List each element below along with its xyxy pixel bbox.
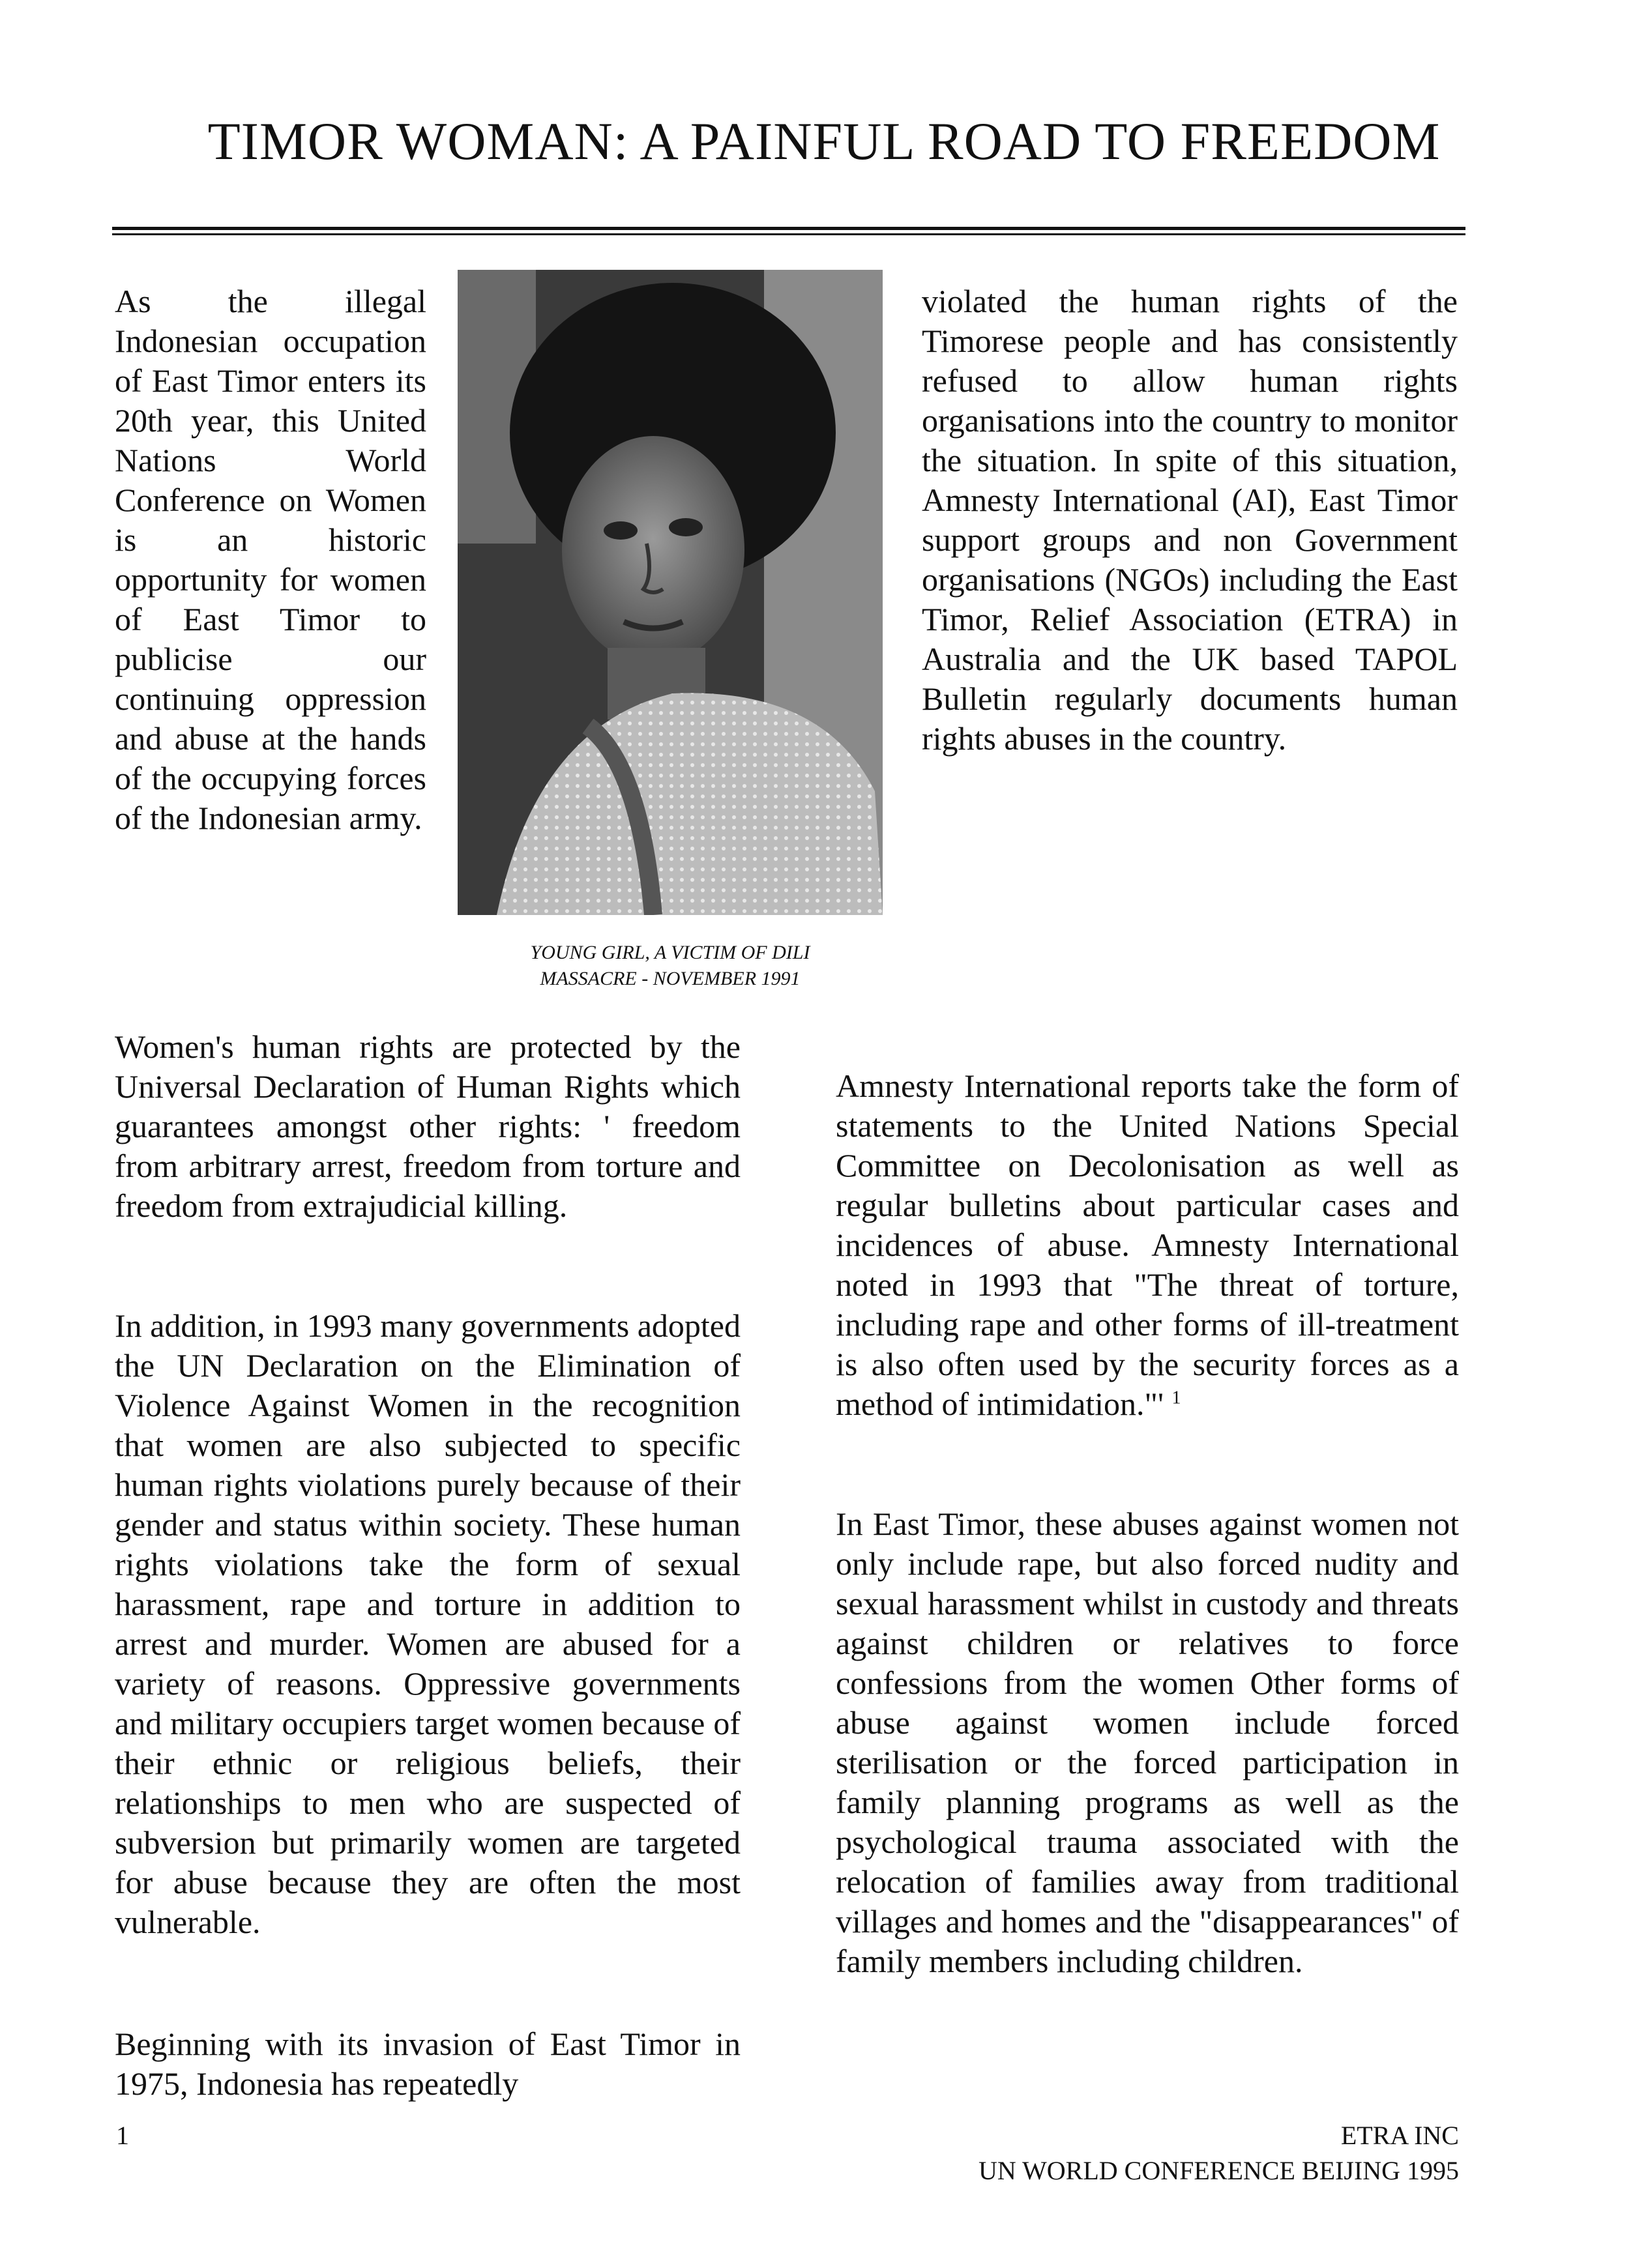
footnote-marker: 1	[1171, 1388, 1181, 1408]
photo-young-girl	[458, 270, 883, 915]
left-column-paragraph-2: In addition, in 1993 many governments adopted the UN Declaration on the Elimination of Violence Against Women in the recognition that women are also subjected to specific human rights violations purely because of their gender and status within society. These human rights violations take the form of sexual harassment, rape and torture in addition to arrest and murder. Women are abused for a variety of reasons. Oppressive governments and military occupiers target women because of their ethnic or religious beliefs, their relationships to men who are suspected of subversion but primarily women are targeted for abuse because they are often the most vulnerable.	[115, 1307, 741, 1940]
left-column-paragraph-3: Beginning with its invasion of East Timor in 1975, Indonesia has repeatedly	[115, 2026, 741, 2102]
page-title: TIMOR WOMAN: A PAINFUL ROAD TO FREEDOM	[207, 111, 1441, 171]
intro-right-paragraph: violated the human rights of the Timorese people and has consistently refused to allow human rights organisations into the country to monitor the situation. In spite of this situation, Amnesty International (AI), East Timor support groups and non Government organisations (NGOs) including the East Timor, Relief Association (ETRA) in Australia and the UK based TAPOL Bulletin regularly documents human rights abuses in the country.	[922, 283, 1458, 757]
photo-illustration	[458, 270, 883, 915]
title-rule-bottom	[112, 233, 1465, 235]
right-column-paragraph-1	[836, 1066, 1459, 1424]
photo-caption-line-2: MASSACRE - NOVEMBER 1991	[540, 968, 801, 989]
photo-caption	[458, 940, 883, 992]
right-column-paragraph-1-text: Amnesty International reports take the form of statements to the United Nations Special Committee on Decolonisation as well as regular bulletins about particular cases and incidences of abuse. Amnesty International noted in 1993 that "The threat of torture, including rape and other forms of ill-treatment is also often used by the security forces as a method of intimidation."'	[836, 1068, 1459, 1422]
right-column-paragraph-2: In East Timor, these abuses against women not only include rape, but also forced nudity and sexual harassment whilst in custody and threats against children or relatives to force confessions from the women Other forms of abuse against women include forced sterilisation or the forced participation in family planning programs as well as the psychological trauma associated with the relocation of families away from traditional villages and homes and the "disappearances" of family members including children.	[836, 1505, 1459, 1979]
footer-event: UN WORLD CONFERENCE BEIJING 1995	[978, 2156, 1459, 2185]
title-rule-top	[112, 227, 1465, 230]
intro-left-paragraph: As the illegal Indonesian occupation of East Timor enters its 20th year, this United Nations World Conference on Women is an historic opportunity for women of East Timor to publicise our continuing oppression and abuse at the hands of the occupying forces of the Indonesian army.	[115, 283, 426, 836]
left-column-paragraph-1: Women's human rights are protected by the Universal Declaration of Human Rights which guarantees amongst other rights: ' freedom from arbitrary arrest, freedom from torture and freedom from extrajudicial killing.	[115, 1028, 741, 1224]
photo-caption-line-1: YOUNG GIRL, A VICTIM OF DILI	[530, 942, 810, 963]
footer-org: ETRA INC	[1340, 2121, 1459, 2150]
page-number: 1	[116, 2121, 129, 2150]
